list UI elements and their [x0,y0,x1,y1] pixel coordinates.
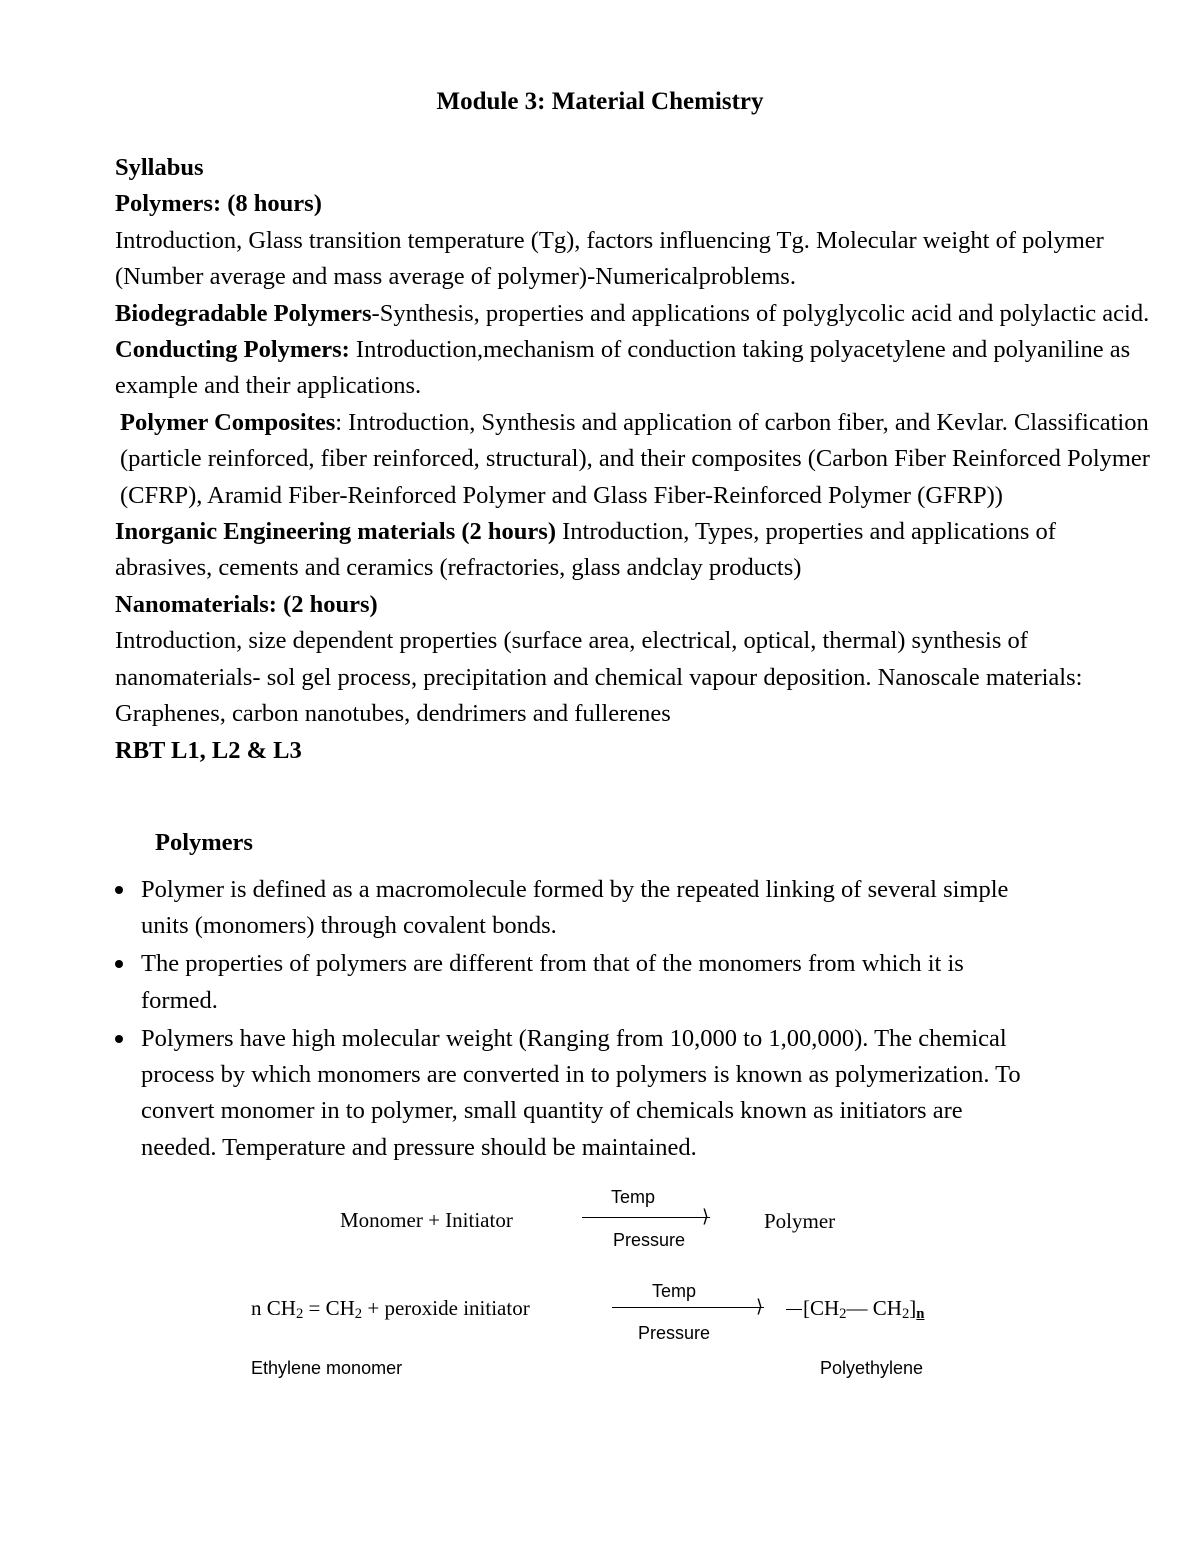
eq2-sub: 2 [295,1306,304,1322]
composites-heading: Polymer Composites [120,408,336,436]
eq2-product-n: n [916,1306,925,1322]
eq2-reactant-n: n CH [251,1296,296,1320]
bullet-text: Polymer is defined as a macromolecule formed by the repeated linking of several simple units (monomers) through covalent bonds. [141,876,1009,940]
inorganic-text: Introduction, Types, properties and applications of abrasives, cements and ceramics (refractories, glass andclay products) [115,518,1056,582]
eq2-bond-left [786,1309,802,1310]
conducting-heading: Conducting Polymers: [115,336,350,364]
eq1-above-arrow-label: Temp [611,1187,656,1207]
biodegradable-heading: Biodegradable Polymers [115,299,372,327]
list-item [110,946,1040,1019]
eq1-reactants: Monomer + Initiator [340,1208,513,1232]
eq2-above-arrow-label: Temp [652,1281,697,1301]
eq2-product-open: [CH [803,1296,840,1320]
eq1-below-arrow-label: Pressure [613,1230,686,1250]
biodegradable-paragraph [115,296,1155,405]
bullet-dot-icon [115,1035,123,1043]
bullet-dot-icon [115,960,123,968]
eq2-sub: 2 [901,1306,910,1322]
eq2-sub: 2 [839,1306,847,1322]
eq2-product-mid: — CH [846,1296,902,1320]
list-item [110,1021,1040,1167]
eq2-reactant-tail: + peroxide initiator [362,1296,530,1320]
eq2-reactant-label: Ethylene monomer [251,1358,403,1378]
eq2-arrow-head-icon: ⟩ [756,1296,764,1317]
nanomaterials-text: Introduction, size dependent properties (surface area, electrical, optical, thermal) synthesis of nanomaterials- sol gel process, precipitation and chemical vapour deposition. Nanoscale materials: Graphenes, carbon nanotubes, dendrimers and fullerenes [115,627,1083,728]
bullet-dot-icon [115,886,123,894]
inorganic-paragraph [115,514,1155,587]
eq2-product-close: ] [909,1296,917,1320]
eq2-arrow-line [612,1307,764,1308]
syllabus-heading: Syllabus [115,154,204,181]
conducting-text: Introduction,mechanism of conduction taking polyacetylene and polyaniline as example and their applications. [115,336,1131,400]
polymers-syllabus-text: Introduction, Glass transition temperature (Tg), factors influencing Tg. Molecular weight of polymer (Number average and mass average of polymer)-Numericalproblems. [115,226,1104,291]
eq1-product: Polymer [764,1209,836,1233]
nanomaterials-heading: Nanomaterials: (2 hours) [115,590,378,618]
eq2-product [803,1296,924,1326]
eq2-reactants [251,1296,530,1326]
inorganic-heading: Inorganic Engineering materials (2 hours) [115,518,556,546]
list-item [110,872,1040,945]
bullet-text: The properties of polymers are different from that of the monomers from which it is formed. [141,950,964,1014]
eq1-arrow-head-icon: ⟩ [702,1206,710,1227]
syllabus-block [115,150,1155,769]
rbt-levels: RBT L1, L2 & L3 [115,736,302,764]
page-title: Module 3: Material Chemistry [436,88,764,115]
polymers-syllabus-heading: Polymers: (8 hours) [115,190,322,218]
biodegradable-text: -Synthesis, properties and applications of polyglycolic acid and polylactic acid. [371,299,1150,327]
polymer-bullet-list [110,872,1040,1168]
eq2-product-label: Polyethylene [820,1358,924,1378]
eq2-reactant-mid: = CH [303,1296,355,1320]
composites-text: : Introduction, Synthesis and application of carbon fiber, and Kevlar. Classification (particle reinforced, fiber reinforced, structural), and their composites (Carbon Fiber Reinforced Polymer (CFRP), Aramid Fiber-Reinforced Polymer and Glass Fiber-Reinforced Polymer (GFRP)) [120,408,1150,509]
eq1-arrow-line [582,1217,710,1218]
bullet-text: Polymers have high molecular weight (Ranging from 10,000 to 1,00,000). The chemical process by which monomers are converted in to polymers is known as polymerization. To convert monomer in to polymer, small quantity of chemicals known as initiators are needed. Temperature and pressure should be maintained. [141,1024,1021,1161]
eq2-below-arrow-label: Pressure [638,1323,711,1343]
composites-paragraph [115,405,1155,514]
polymers-section-heading: Polymers [155,829,253,856]
eq2-sub: 2 [354,1306,363,1322]
